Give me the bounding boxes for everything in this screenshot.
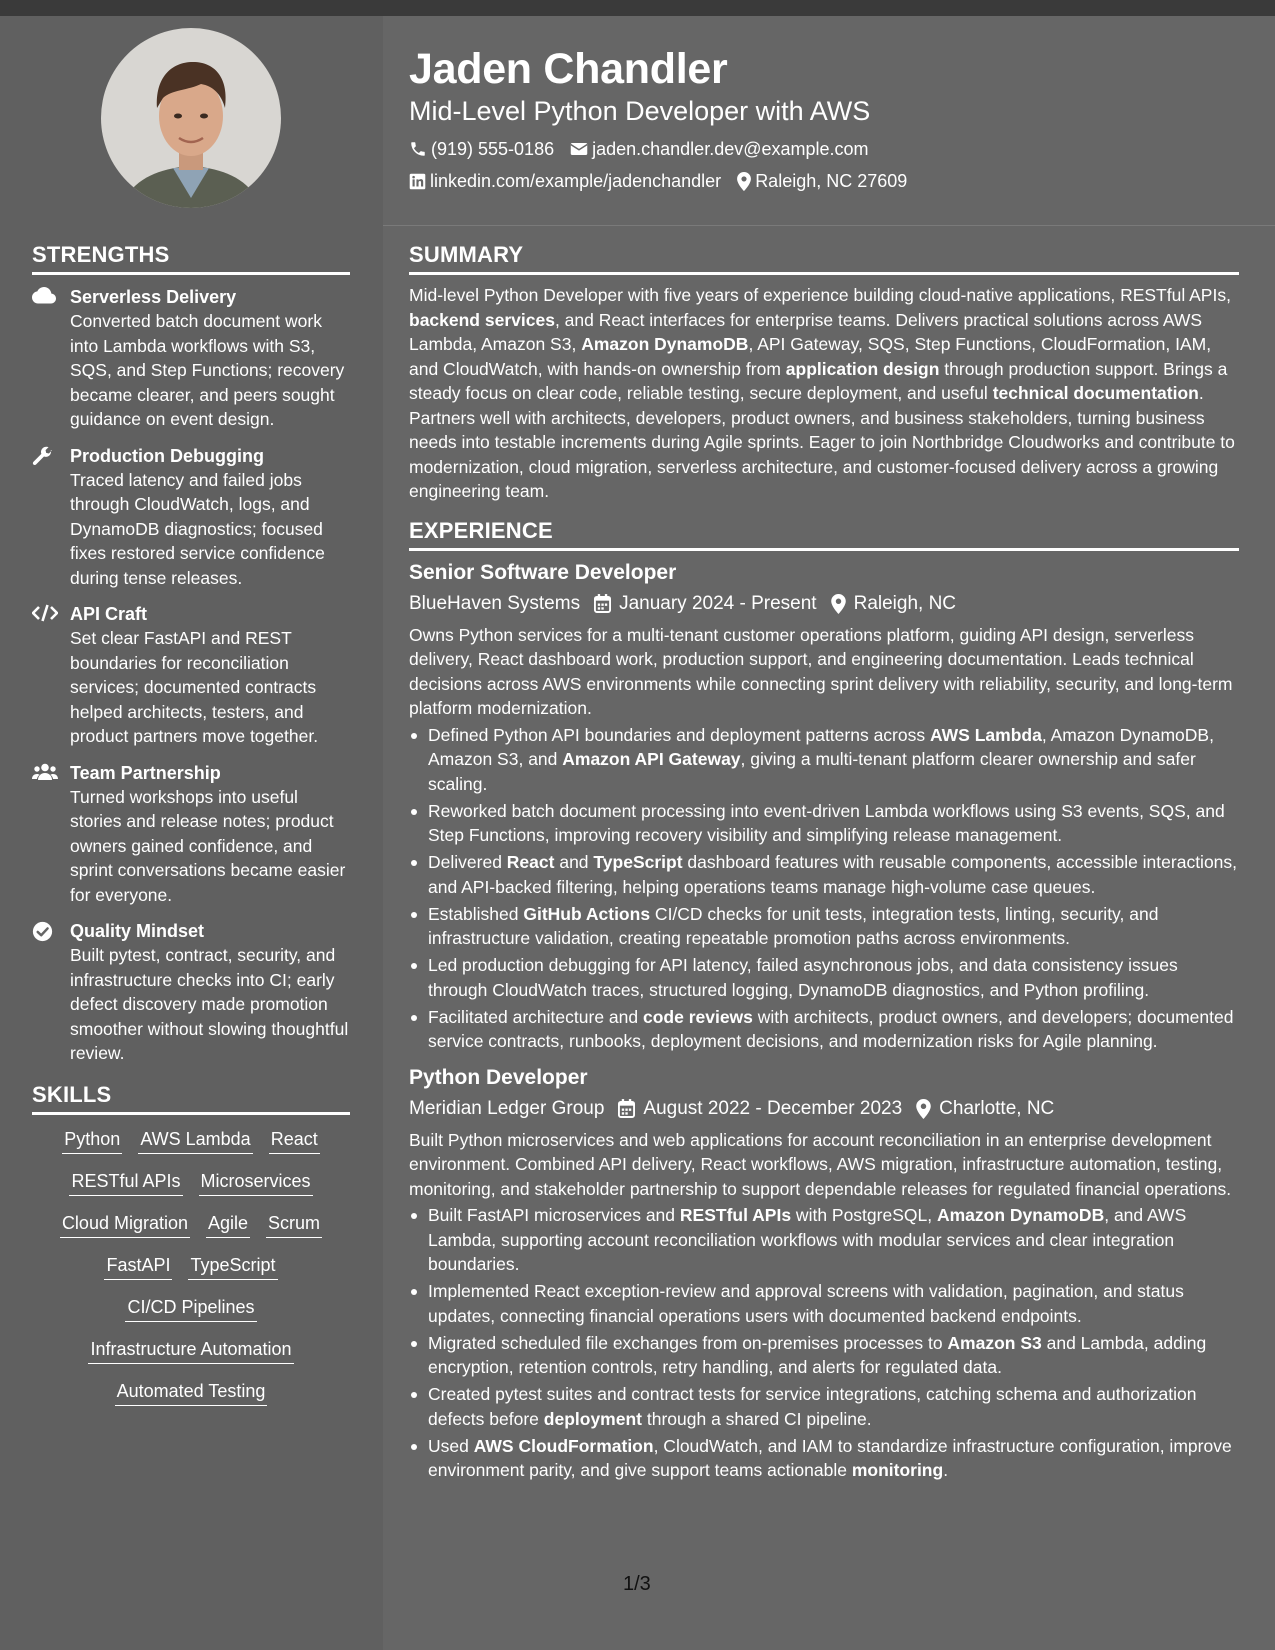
contact-location	[737, 170, 907, 192]
bullet-item	[409, 1331, 1239, 1380]
skill-row	[54, 1127, 327, 1154]
check-circle-icon	[32, 921, 53, 942]
bullet-text: Created pytest suites and contract tests for service integrations, catching schema and authorization defects before	[428, 1384, 1197, 1429]
bullet-text: , CloudWatch, and IAM to standardize infrastructure configuration, improve environment parity, and give support teams actionable	[428, 1435, 1232, 1480]
bullet-text: through a shared CI pipeline.	[642, 1408, 872, 1429]
strengths-list	[32, 285, 350, 1066]
summary-bold: technical documentation	[992, 383, 1199, 403]
strength-title: Serverless Delivery	[70, 287, 237, 307]
skill-row	[61, 1169, 320, 1196]
bullet-text: dashboard features with reusable components, accessible interactions, and API-backed filtering, helping operations teams manage high-volume case queues.	[428, 852, 1238, 897]
bullet-item	[409, 953, 1239, 1002]
job-location-text: Raleigh, NC	[853, 592, 957, 614]
skill-tag: FastAPI	[104, 1253, 172, 1280]
skill-row	[52, 1211, 330, 1238]
job-description: Built Python microservices and web applications for account reconciliation in an enterprise development environment. Combined API delivery, React workflows, AWS migration, infrastructure automation, testing, monitoring, and stakeholder partnership to support dependable releases for regulated financial operations.	[409, 1129, 1232, 1199]
skills-section	[32, 1080, 350, 1421]
strength-desc: Set clear FastAPI and REST boundaries for reconciliation services; documented contracts helped architects, testers, and product partners move together.	[70, 628, 319, 746]
contact-row-2	[409, 170, 1239, 192]
skill-tag: Automated Testing	[115, 1379, 268, 1406]
bullet-text: with architects, product owners, and developers; documented service contracts, runbooks, deployment decisions, and modernization risks for Agile planning.	[428, 1006, 1234, 1051]
skill-row	[117, 1295, 264, 1322]
envelope-icon	[570, 141, 588, 157]
candidate-name: Jaden Chandler	[409, 45, 728, 93]
skill-tag: Python	[62, 1127, 122, 1154]
bullet-item	[409, 1005, 1239, 1054]
bullet-text: Defined Python API boundaries and deployment patterns across	[428, 724, 930, 745]
job-dates	[594, 591, 817, 617]
bullet-item	[409, 1382, 1239, 1431]
bullet-text: and Lambda, adding encryption, retention controls, retry handling, and alerts for regulated data.	[428, 1332, 1207, 1377]
strength-item	[32, 602, 350, 749]
bullet-item	[409, 1279, 1239, 1328]
bullet-text: Built FastAPI microservices and	[428, 1205, 680, 1225]
strength-item	[32, 285, 350, 432]
users-icon	[32, 763, 58, 781]
code-icon	[32, 604, 58, 622]
bullet-bold: code reviews	[642, 1006, 753, 1027]
strength-title: Production Debugging	[70, 445, 264, 466]
skill-tag: TypeScript	[188, 1253, 277, 1280]
bullet-bold: Amazon DynamoDB	[936, 1205, 1105, 1225]
job-location	[831, 591, 956, 617]
job-entry	[409, 1064, 1239, 1483]
strength-desc: Converted batch document work into Lambda workflows with S3, SQS, and Step Functions; recovery became clearer, and peers sought guidance on event design.	[70, 311, 345, 429]
experience-heading: EXPERIENCE	[409, 516, 1239, 551]
skill-tag: Microservices	[199, 1169, 313, 1196]
summary-bold: Amazon DynamoDB	[581, 334, 749, 354]
header-divider	[383, 225, 1275, 226]
location-text: Raleigh, NC 27609	[755, 171, 908, 191]
calendar-icon	[618, 1099, 635, 1118]
summary-text: through production support. Brings a steady focus on clear code, reliable testing, secure deployment, and useful	[409, 358, 1228, 403]
skills-heading: SKILLS	[32, 1080, 350, 1115]
skill-tag: RESTful APIs	[69, 1169, 182, 1196]
bullet-text: Facilitated architecture and	[428, 1006, 643, 1027]
calendar-icon	[594, 594, 611, 613]
strength-item	[32, 444, 350, 591]
bullet-item	[409, 902, 1239, 951]
job-company: Meridian Ledger Group	[409, 1097, 605, 1119]
cloud-icon	[32, 287, 56, 304]
skill-tag: Cloud Migration	[60, 1211, 190, 1238]
wrench-icon	[32, 446, 53, 467]
page-number: 1/3	[623, 1573, 651, 1595]
bullet-item	[409, 723, 1239, 797]
linkedin-text[interactable]: linkedin.com/example/jadenchandler	[430, 171, 722, 191]
skill-tag: AWS Lambda	[138, 1127, 252, 1154]
strengths-heading: STRENGTHS	[32, 240, 350, 275]
phone-text: (919) 555-0186	[431, 139, 555, 159]
linkedin-icon	[409, 173, 426, 190]
map-pin-icon	[831, 594, 846, 614]
summary-bold: application design	[785, 358, 940, 379]
bullet-bold: AWS Lambda	[929, 724, 1042, 745]
job-meta	[409, 1096, 1239, 1122]
summary-text: . Partners well with architects, developers, product owners, and business stakeholders, turning business needs into testable increments during Agile sprints. Eager to join Northbridge Cloudworks and contribute to modernization, cloud migration, serverless architecture, and customer-focused delivery across a growing engineering team.	[409, 383, 1235, 501]
contact-row-1	[409, 138, 1239, 160]
left-column	[32, 240, 350, 1421]
skills-list	[32, 1127, 350, 1421]
job-company: BlueHaven Systems	[409, 592, 581, 614]
strength-title: API Craft	[70, 604, 148, 624]
bullet-bold: GitHub Actions	[523, 903, 651, 924]
strength-item	[32, 761, 350, 908]
right-column	[409, 240, 1239, 1485]
job-description: Owns Python services for a multi-tenant customer operations platform, guiding API design, serverless delivery, React dashboard work, production support, and engineering documentation. Leads technical decisions across AWS environments while connecting sprint delivery with reliability, security, and long-term platform modernization.	[409, 624, 1233, 718]
skill-row	[96, 1253, 285, 1280]
contact-phone	[409, 138, 554, 160]
bullet-text: , Amazon DynamoDB, Amazon S3, and	[428, 724, 1214, 769]
bullet-text: with PostgreSQL,	[791, 1205, 937, 1225]
contact-email[interactable]	[570, 138, 868, 160]
map-pin-icon	[737, 172, 751, 191]
skill-tag: Scrum	[266, 1211, 322, 1238]
job-title: Senior Software Developer	[409, 560, 677, 584]
bullet-text: CI/CD checks for unit tests, integration tests, linting, security, and infrastructure validation, creating repeatable promotion paths across environments.	[428, 903, 1159, 948]
job-location-text: Charlotte, NC	[939, 1097, 1055, 1119]
bullet-bold: monitoring	[851, 1460, 944, 1480]
bullet-bold: TypeScript	[593, 852, 683, 872]
bullet-item	[409, 799, 1239, 848]
bullet-text: Used	[428, 1435, 474, 1456]
summary-bold: backend services	[409, 309, 555, 330]
skill-tag: Infrastructure Automation	[88, 1337, 293, 1364]
bullet-text: Delivered	[428, 852, 507, 872]
contact-linkedin[interactable]	[409, 170, 721, 192]
bullet-bold: React	[506, 852, 555, 872]
bullet-text: and	[554, 852, 594, 872]
job-dates-text: January 2024 - Present	[619, 592, 817, 614]
strength-desc: Traced latency and failed jobs through CloudWatch, logs, and DynamoDB diagnostics; focused fixes restored service confidence during tense releases.	[70, 469, 325, 588]
job-entry	[409, 559, 1239, 1054]
bullet-text: Led production debugging for API latency, failed asynchronous jobs, and data consistency issues through CloudWatch traces, structured logging, DynamoDB diagnostics, and Python profiling.	[428, 955, 1178, 1000]
strength-desc: Built pytest, contract, security, and infrastructure checks into CI; early defect discovery made promotion smoother without slowing thoughtful review.	[70, 945, 349, 1063]
bullet-bold: AWS CloudFormation	[473, 1435, 654, 1456]
candidate-title: Mid-Level Python Developer with AWS	[409, 96, 871, 126]
job-bullets	[409, 1203, 1239, 1483]
email-text[interactable]: jaden.chandler.dev@example.com	[592, 139, 869, 159]
job-location	[916, 1096, 1054, 1122]
job-meta	[409, 591, 1239, 617]
bullet-text: Implemented React exception-review and approval screens with validation, pagination, and status updates, connecting financial operations users with documented backend endpoints.	[428, 1281, 1184, 1326]
strength-title: Team Partnership	[70, 762, 221, 783]
bullet-text: Migrated scheduled file exchanges from on-premises processes to	[428, 1332, 948, 1353]
profile-photo	[101, 28, 281, 208]
skill-tag: CI/CD Pipelines	[125, 1295, 256, 1322]
summary-text: , API Gateway, SQS, Step Functions, CloudFormation, IAM, and CloudWatch, with hands-on ownership from	[409, 334, 1212, 379]
strength-title: Quality Mindset	[70, 921, 205, 941]
skill-tag: React	[269, 1127, 320, 1154]
summary-heading: SUMMARY	[409, 240, 1239, 275]
bullet-item	[409, 1203, 1239, 1277]
skill-row	[107, 1379, 276, 1406]
bullet-bold: RESTful APIs	[679, 1205, 792, 1225]
strength-item	[32, 919, 350, 1066]
bullet-text: , giving a multi-tenant platform clearer ownership and safer scaling.	[428, 749, 1196, 794]
bullet-text: Reworked batch document processing into event-driven Lambda workflows using S3 events, SQS, and Step Functions, improving recovery visibility and simplifying release management.	[428, 800, 1225, 845]
bullet-item	[409, 850, 1239, 899]
summary-text	[409, 283, 1239, 504]
skill-tag: Agile	[206, 1211, 250, 1238]
job-title: Python Developer	[409, 1065, 588, 1089]
strength-desc: Turned workshops into useful stories and release notes; product owners gained confidence, and sprint conversations became easier for everyone.	[70, 786, 346, 905]
job-dates	[618, 1096, 902, 1122]
bullet-item	[409, 1434, 1239, 1483]
phone-icon	[409, 140, 427, 158]
summary-text: , and React interfaces for enterprise teams. Delivers practical solutions across AWS Lambda, Amazon S3,	[409, 309, 1203, 354]
bullet-bold: Amazon S3	[947, 1332, 1042, 1353]
summary-text: Mid-level Python Developer with five years of experience building cloud-native applications, RESTful APIs,	[409, 285, 1231, 305]
map-pin-icon	[916, 1099, 931, 1119]
job-bullets	[409, 723, 1239, 1054]
resume-header	[409, 42, 1239, 192]
bullet-text: .	[943, 1460, 949, 1480]
bullet-text: Established	[428, 903, 524, 924]
bullet-text: , and AWS Lambda, supporting account reconciliation workflows with modular services and clear integration boundaries.	[428, 1205, 1187, 1274]
experience-section	[409, 516, 1239, 1483]
skill-row	[80, 1337, 301, 1364]
bullet-bold: deployment	[543, 1408, 642, 1429]
job-dates-text: August 2022 - December 2023	[643, 1097, 903, 1119]
bullet-bold: Amazon API Gateway	[562, 749, 741, 769]
top-bar	[0, 0, 1275, 16]
